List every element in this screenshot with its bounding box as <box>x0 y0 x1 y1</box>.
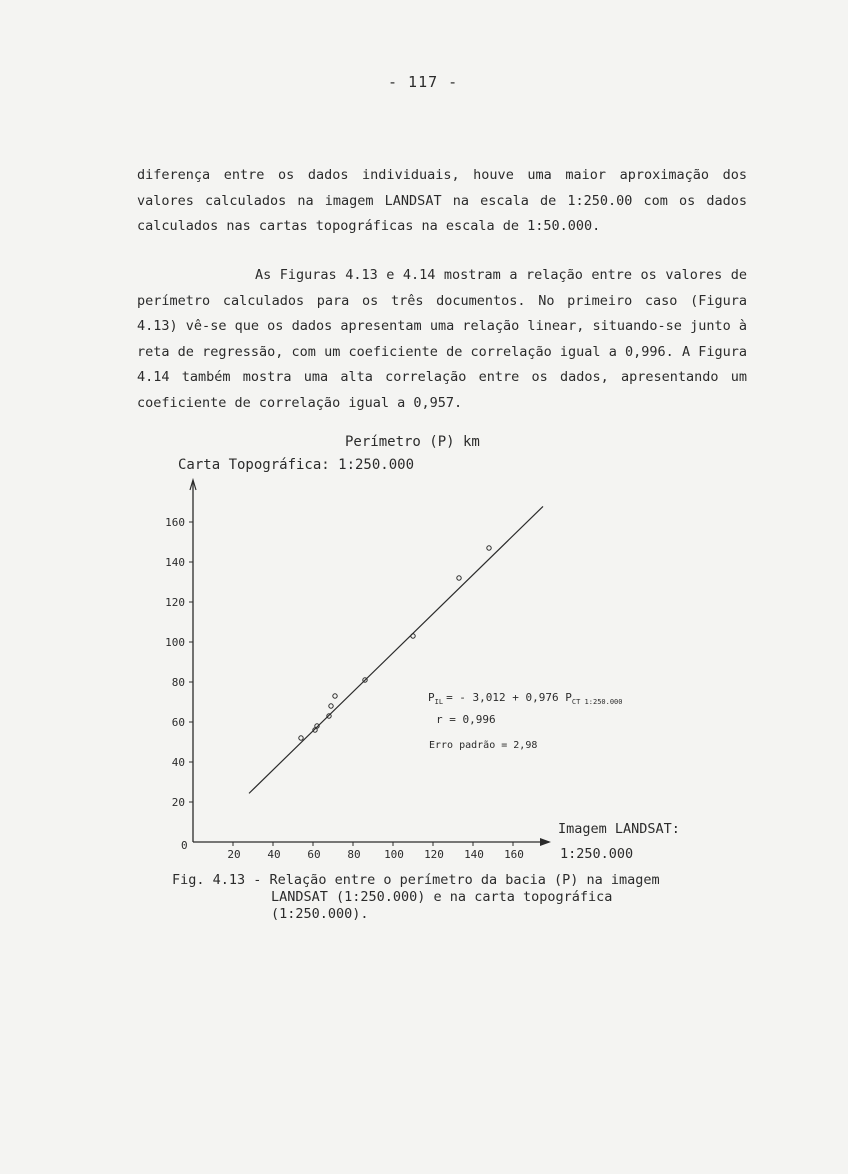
data-point <box>333 694 337 698</box>
svg-text:PIL= - 3,012 + 0,976 PCT 1:250 <box>428 691 622 706</box>
equation-lhs-sub: IL <box>434 698 444 706</box>
y-tick-label: 40 <box>171 756 185 769</box>
data-points <box>299 546 491 740</box>
x-axis-label-line2: 1:250.000 <box>560 846 634 862</box>
chart-title: Perímetro (P) km <box>345 434 480 450</box>
origin-label: 0 <box>181 839 188 852</box>
axis-ticks <box>165 516 524 861</box>
x-axis-label-line1: Imagem LANDSAT: <box>558 821 680 837</box>
x-tick-label: 160 <box>504 848 524 861</box>
equation-rhs-sub: CT 1:250.000 <box>571 698 623 706</box>
y-tick-label: 140 <box>165 556 185 569</box>
y-tick-label: 20 <box>171 796 185 809</box>
axes <box>190 480 551 846</box>
y-tick-label: 100 <box>165 636 185 649</box>
caption-label: Fig. 4.13 - <box>172 872 262 888</box>
caption-line-1 <box>172 872 692 889</box>
y-tick-label: 120 <box>165 596 185 609</box>
y-axis-label: Carta Topográfica: 1:250.000 <box>178 457 415 473</box>
paragraph-1: diferença entre os dados individuais, houve uma maior aproximação dos valores calculados na imagem LANDSAT na escala de 1:250.00 com os dados calculados nas cartas topográficas na escala de 1:50.000. <box>137 167 747 234</box>
y-tick-label: 160 <box>165 516 185 529</box>
equation-lhs: P <box>428 691 435 704</box>
paragraph-2-text: As Figuras 4.13 e 4.14 mostram a relação entre os valores de perímetro calculados para os três documentos. No primeiro caso (Figura 4.13) vê-se que os dados apresentam uma relação linear, situando-se junto à reta de regressão, com um coeficiente de correlação igual a 0,996. A Figura 4.14 também mostra uma alta correlação entre os dados, apresentando um coeficiente de correlação igual a 0,957. <box>137 267 747 411</box>
x-tick-label: 100 <box>384 848 404 861</box>
x-tick-label: 20 <box>227 848 241 861</box>
data-point <box>299 736 303 740</box>
x-tick-label: 80 <box>347 848 361 861</box>
y-tick-label: 80 <box>171 676 185 689</box>
caption-text-1: Relação entre o perímetro da bacia (P) na imagem <box>269 872 660 888</box>
x-tick-label: 140 <box>464 848 484 861</box>
equation-rhs: = - 3,012 + 0,976 P <box>446 691 572 704</box>
data-point <box>457 576 461 580</box>
data-point <box>487 546 491 550</box>
x-tick-label: 60 <box>307 848 321 861</box>
y-tick-label: 60 <box>171 716 185 729</box>
page-number: - 117 - <box>388 73 459 91</box>
caption-line-2: LANDSAT (1:250.000) e na carta topográfica <box>271 889 613 905</box>
data-point <box>329 704 333 708</box>
figure-caption <box>172 872 692 923</box>
x-tick-label: 40 <box>267 848 281 861</box>
equation-erro: Erro padrão = 2,98 <box>429 740 538 751</box>
x-tick-label: 120 <box>424 848 444 861</box>
x-axis-arrow <box>540 838 551 846</box>
data-point <box>411 634 415 638</box>
regression-equation <box>428 691 622 751</box>
caption-line-3: (1:250.000). <box>271 906 369 922</box>
equation-r: r = 0,996 <box>436 713 496 726</box>
